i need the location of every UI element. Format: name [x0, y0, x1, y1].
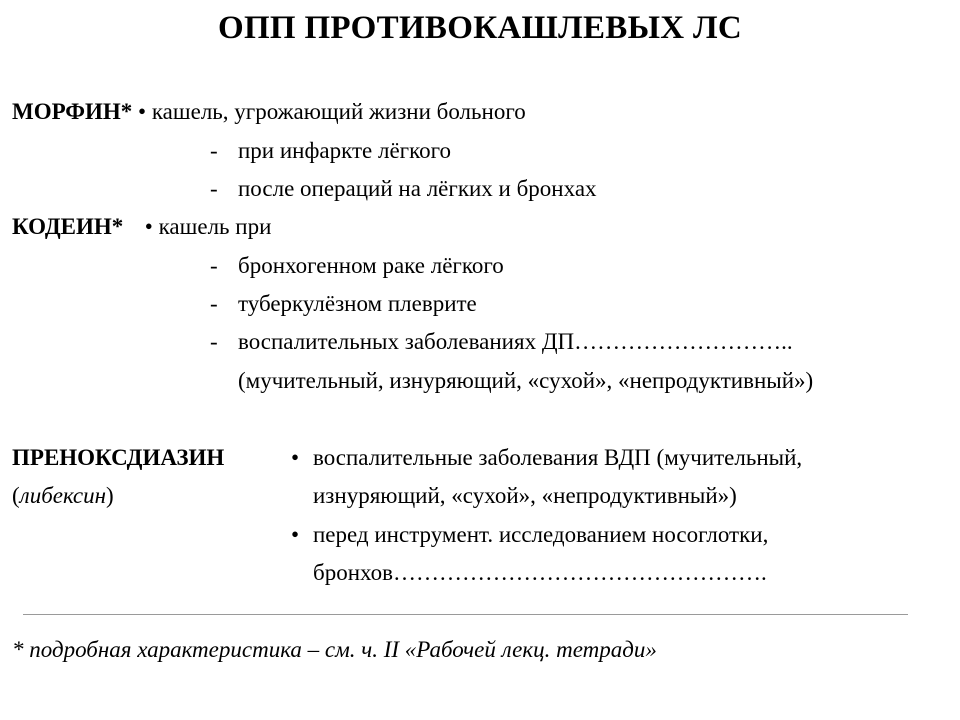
list-item: бронхогенном раке лёгкого — [238, 253, 504, 278]
indication-line: изнуряющий, «сухой», «непродуктивный») — [313, 483, 737, 508]
page-title: ОПП ПРОТИВОКАШЛЕВЫХ ЛС — [217, 10, 743, 46]
bullet: • — [138, 99, 147, 124]
list-dash: - — [210, 329, 218, 354]
bullet: • — [144, 214, 153, 239]
list-dash: - — [210, 291, 218, 316]
trade-name — [12, 482, 114, 510]
list-item: воспалительных заболеваниях ДП……………………….. — [238, 329, 793, 354]
indication-line: бронхов…………………………………………. — [313, 560, 767, 585]
footnote-divider — [23, 614, 908, 615]
codeine-cough-note: (мучительный, изнуряющий, «сухой», «непродуктивный») — [238, 368, 814, 393]
list-dash: - — [210, 176, 218, 201]
codeine-indication: кашель при — [158, 214, 272, 239]
paren-open: ( — [12, 483, 20, 508]
drug-name-prenoxdiazine: ПРЕНОКСДИАЗИН — [12, 445, 225, 470]
drug-name-morphine: МОРФИН* — [12, 99, 133, 124]
list-item: при инфаркте лёгкого — [238, 138, 451, 163]
trade-name-libexin: либексин — [19, 483, 106, 508]
morphine-row — [12, 98, 526, 126]
list-item: после операций на лёгких и бронхах — [238, 176, 597, 201]
indication-line: воспалительные заболевания ВДП (мучительный, — [313, 445, 803, 470]
footnote: * подробная характеристика – см. ч. II «Рабочей лекц. тетради» — [12, 637, 657, 662]
bullet: • — [291, 445, 300, 470]
paren-close: ) — [105, 483, 114, 508]
drug-name-codeine: КОДЕИН* — [12, 214, 124, 239]
list-dash: - — [210, 138, 218, 163]
list-dash: - — [210, 253, 218, 278]
indication-line: перед инструмент. исследованием носоглотки, — [313, 522, 769, 547]
morphine-indication: кашель, угрожающий жизни больного — [151, 99, 526, 124]
list-item: туберкулёзном плеврите — [238, 291, 477, 316]
bullet: • — [291, 522, 300, 547]
codeine-row — [12, 213, 271, 241]
